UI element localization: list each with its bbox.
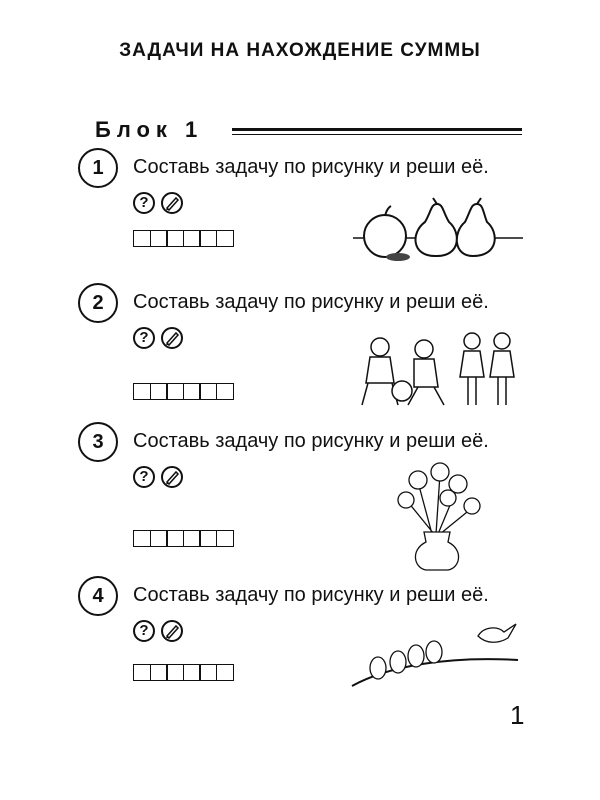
task-2 [78,283,538,413]
answer-cell[interactable] [133,530,151,547]
task-number: 2 [78,283,118,323]
answer-cell[interactable] [216,230,234,247]
task-text: Составь задачу по рисунку и реши её. [133,156,489,178]
task-text: Составь задачу по рисунку и реши её. [133,584,489,606]
pencil-icon [161,192,183,214]
block-heading: Блок 1 [95,117,204,142]
children-illustration [348,331,523,411]
page-title: ЗАДАЧИ НА НАХОЖДЕНИЕ СУММЫ [119,40,481,61]
question-icon: ? [133,327,155,349]
answer-cell[interactable] [183,383,201,400]
answer-cell[interactable] [133,383,151,400]
answer-cell[interactable] [150,383,168,400]
answer-cell[interactable] [216,530,234,547]
birds-branch-illustration [348,616,523,691]
apple-pears-illustration [353,196,523,266]
task-text: Составь задачу по рисунку и реши её. [133,291,489,313]
answer-cell[interactable] [150,230,168,247]
question-icon: ? [133,192,155,214]
heading-rule [232,128,522,131]
pencil-icon [161,466,183,488]
task-4 [78,576,538,706]
answer-cell[interactable] [199,230,217,247]
answer-cell[interactable] [133,664,151,681]
answer-cell[interactable] [166,664,184,681]
page-number: 1 [510,700,525,730]
answer-cell[interactable] [166,383,184,400]
answer-cell[interactable] [216,664,234,681]
pencil-icon [161,327,183,349]
answer-cells[interactable] [133,530,232,547]
answer-cell[interactable] [150,664,168,681]
answer-cell[interactable] [133,230,151,247]
answer-cell[interactable] [166,530,184,547]
answer-cell[interactable] [183,530,201,547]
task-1 [78,148,538,278]
heading-rule-thin [232,134,522,135]
question-icon: ? [133,466,155,488]
answer-cells[interactable] [133,664,232,681]
task-number: 4 [78,576,118,616]
answer-cell[interactable] [199,383,217,400]
pencil-icon [161,620,183,642]
answer-cells[interactable] [133,230,232,247]
answer-cell[interactable] [199,530,217,547]
task-number: 3 [78,422,118,462]
answer-cell[interactable] [183,230,201,247]
flowers-vase-illustration [388,462,488,572]
question-icon: ? [133,620,155,642]
answer-cell[interactable] [166,230,184,247]
answer-cell[interactable] [183,664,201,681]
answer-cell[interactable] [216,383,234,400]
answer-cell[interactable] [199,664,217,681]
task-number: 1 [78,148,118,188]
answer-cell[interactable] [150,530,168,547]
task-text: Составь задачу по рисунку и реши её. [133,430,489,452]
task-3 [78,422,538,552]
answer-cells[interactable] [133,383,232,400]
